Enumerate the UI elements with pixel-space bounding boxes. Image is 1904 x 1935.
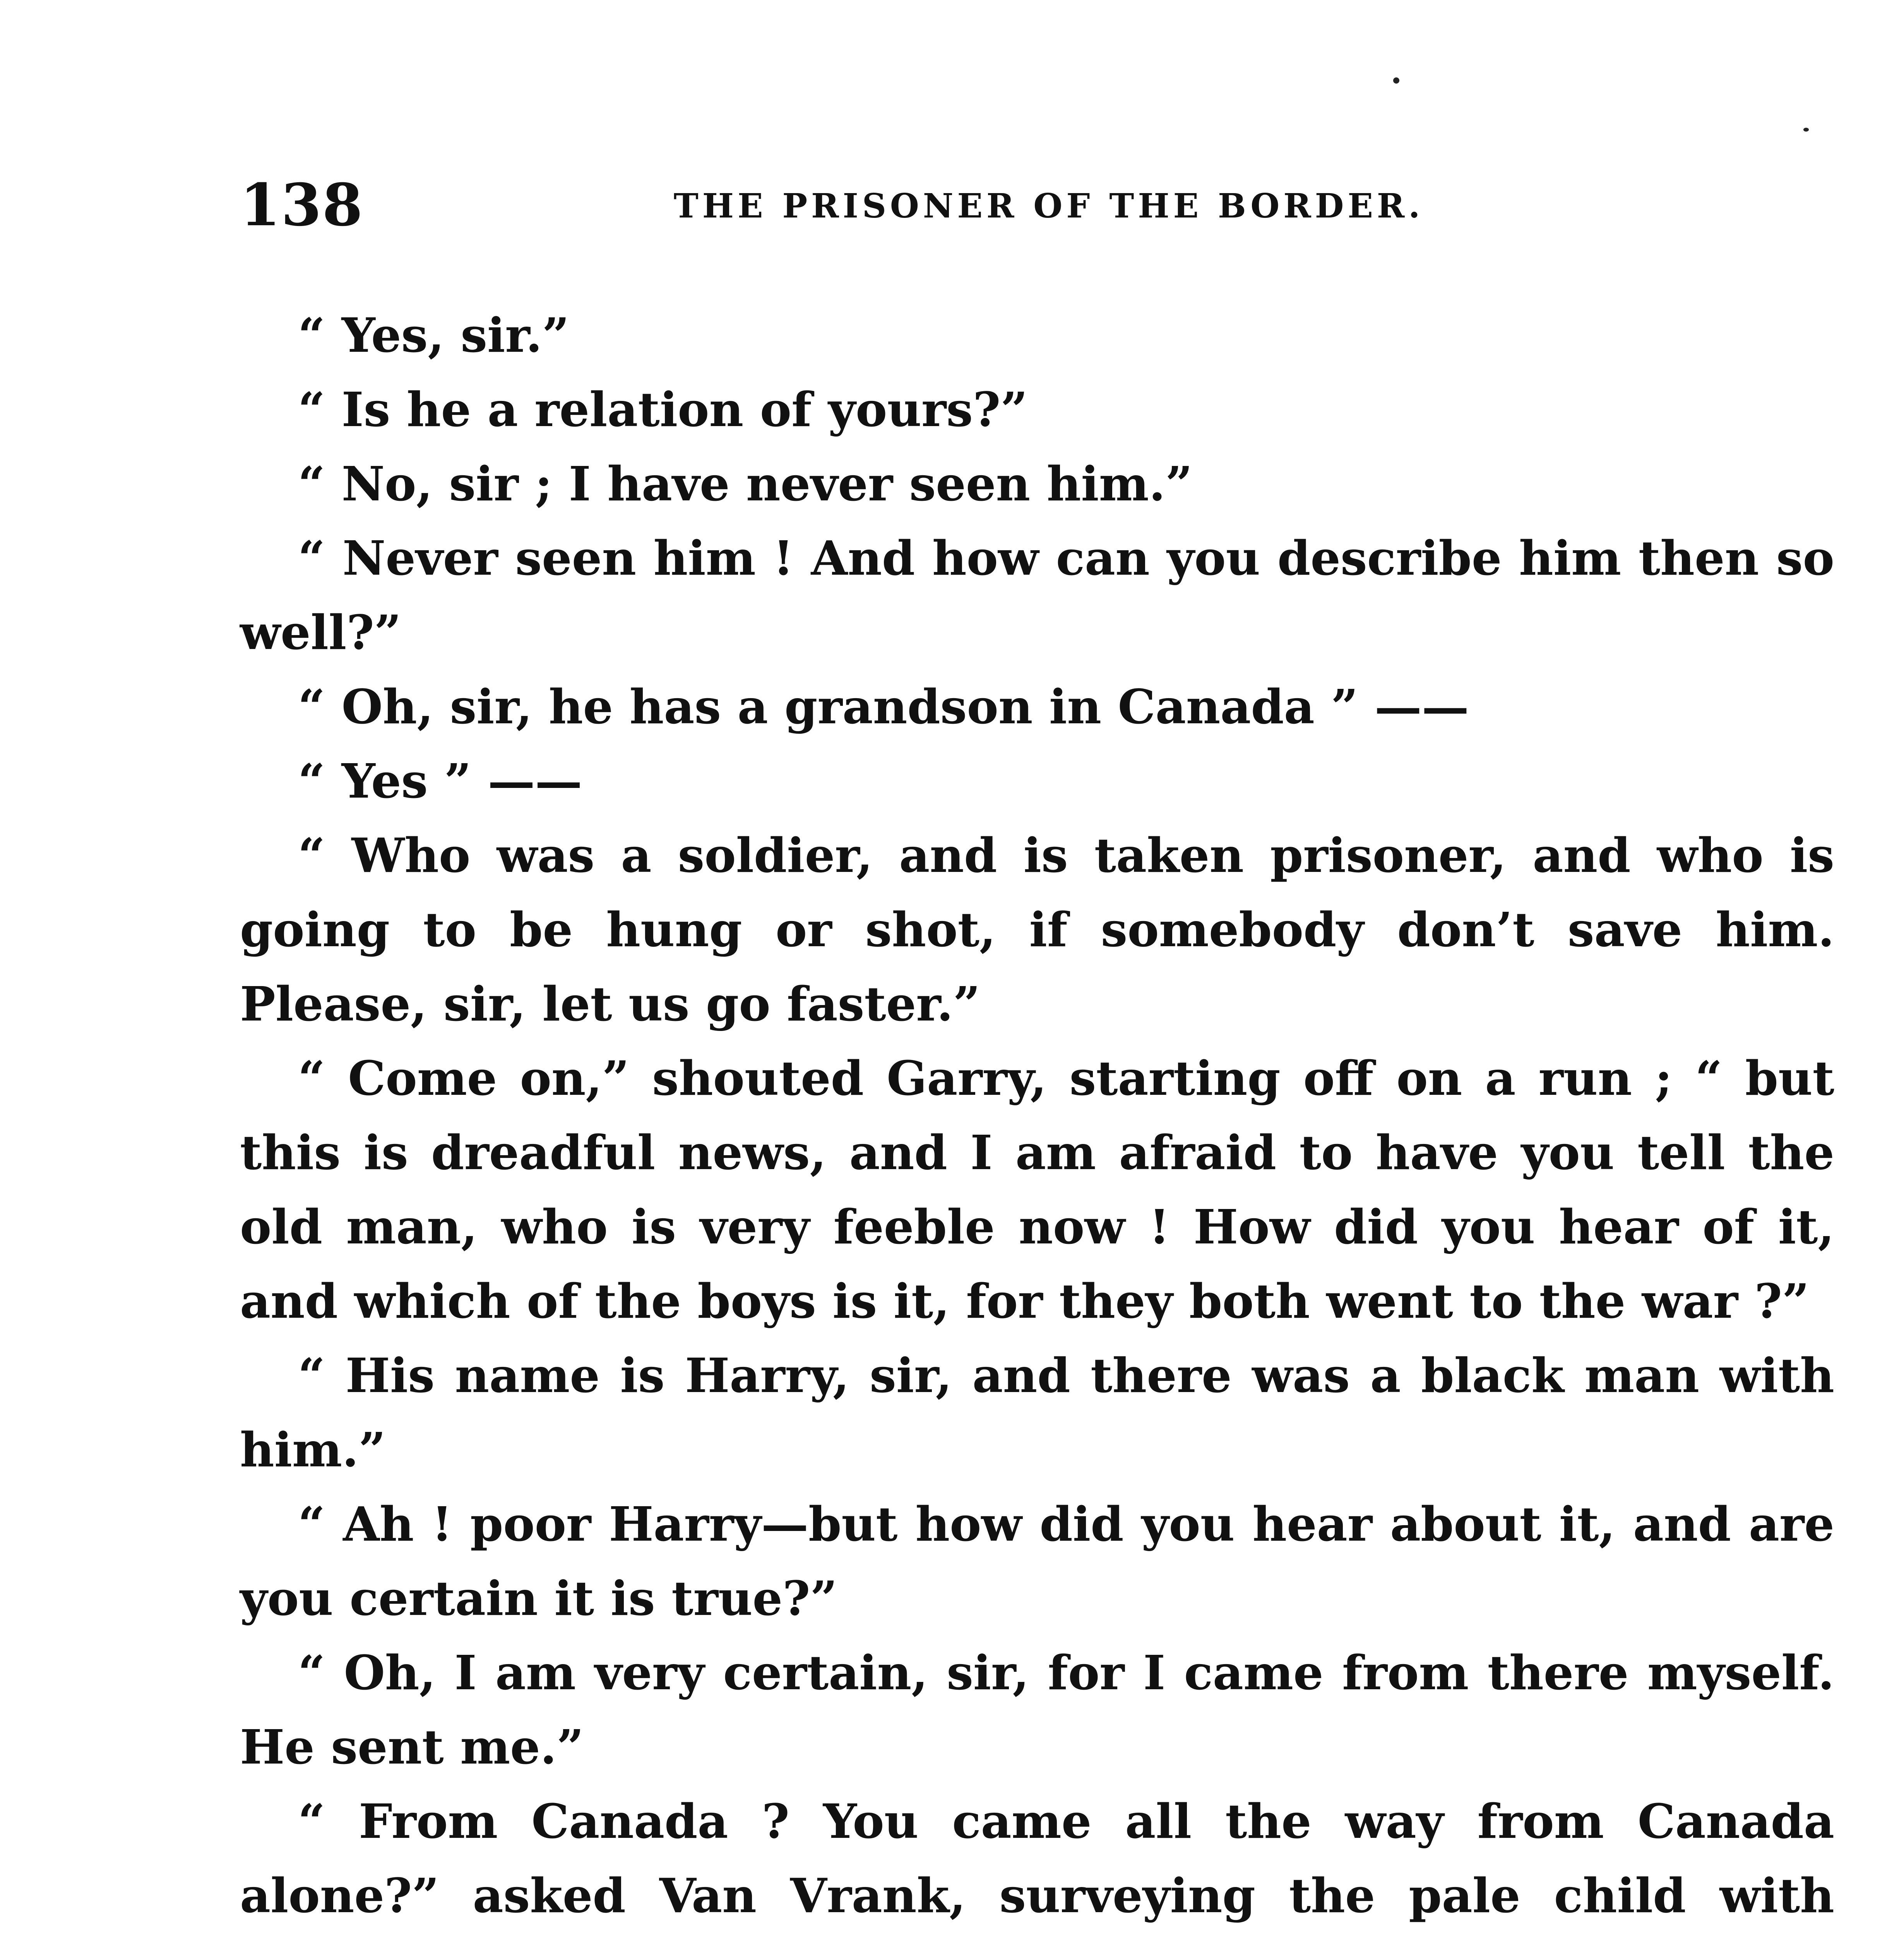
body-text bbox=[240, 298, 1834, 1935]
paragraph-never-seen: “ No, sir ; I have never seen him.” bbox=[298, 456, 1193, 512]
paragraph-harry: “ His name is Harry, sir, and there was a black man with him.” bbox=[240, 1348, 1834, 1478]
scan-speck bbox=[1393, 77, 1399, 84]
running-title: THE PRISONER OF THE BORDER. bbox=[673, 187, 1424, 226]
paragraph-from-canada: “ From Canada ? You came all the way from Canada alone?” asked Van Vrank, surveying the pale child with bbox=[240, 1793, 1834, 1923]
paragraph-come-on: “ Come on,” shouted Garry, starting off on a run ; “ but this is dreadful news, and I am afraid to have you tell the old man, who is very feeble now ! How did you hear of it, and which of the boys is it, for they both went to the war ?” bbox=[240, 1050, 1834, 1329]
paragraph-yes-sir: “ Yes, sir.” bbox=[298, 307, 570, 363]
paragraph-yes: “ Yes ” —— bbox=[298, 753, 582, 809]
paragraph-soldier: “ Who was a soldier, and is taken prisoner, and who is going to be hung or shot, if somebody don’t save him. Please, sir, let us go faster.” bbox=[240, 827, 1834, 1032]
scan-speck bbox=[1803, 128, 1809, 132]
paragraph-relation: “ Is he a relation of yours?” bbox=[298, 382, 1028, 437]
paragraph-poor-harry: “ Ah ! poor Harry—but how did you hear about it, and are you certain it is true?” bbox=[240, 1496, 1834, 1626]
paragraph-describe-him: “ Never seen him ! And how can you describe him then so well?” bbox=[240, 530, 1834, 660]
paragraph-very-certain: “ Oh, I am very certain, sir, for I came from there myself. He sent me.” bbox=[240, 1645, 1834, 1775]
page-header bbox=[240, 166, 1858, 255]
paragraph-grandson: “ Oh, sir, he has a grandson in Canada ” —— bbox=[298, 679, 1469, 735]
page-number: 138 bbox=[240, 171, 364, 239]
